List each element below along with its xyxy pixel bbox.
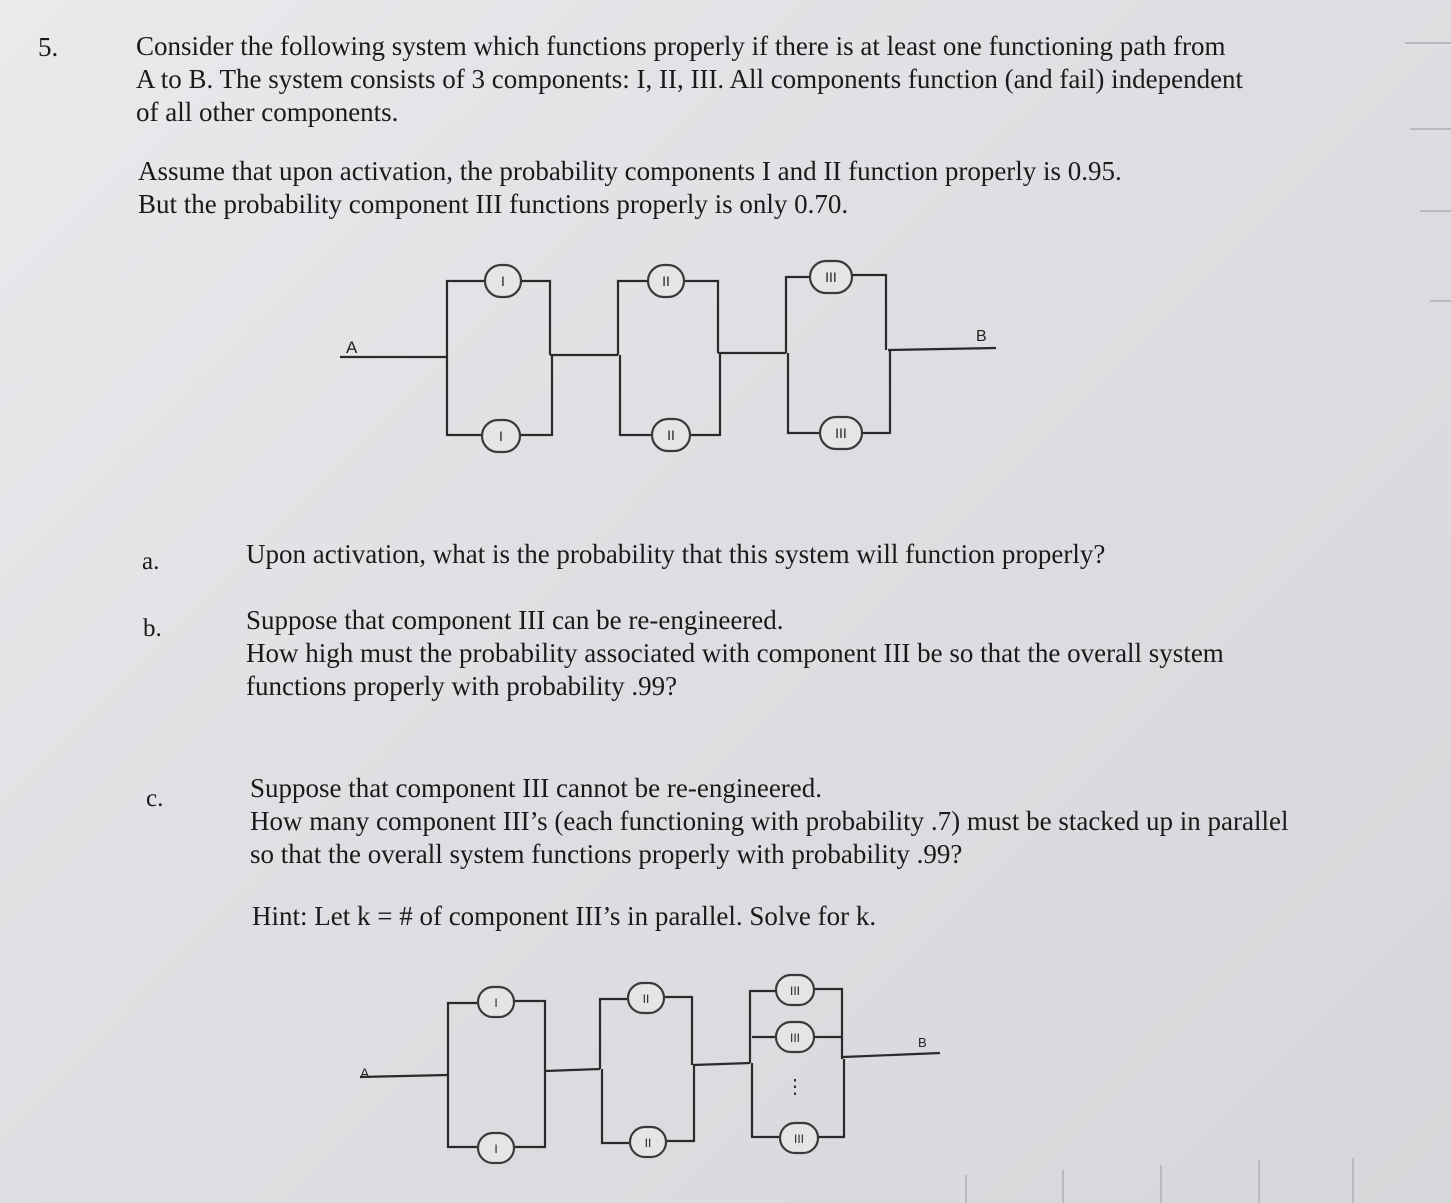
page-edge-line <box>1420 210 1451 212</box>
question-c-text <box>250 772 1289 871</box>
intro-paragraph <box>136 30 1243 129</box>
question-b-line: Suppose that component III can be re-engineered. <box>246 605 784 635</box>
ellipsis-dots: ⋮ <box>785 1076 805 1098</box>
system-diagram-2 <box>340 965 980 1175</box>
node-b-label: B <box>976 328 987 345</box>
question-b-line: How high must the probability associated with component III be so that the overall system <box>246 638 1224 668</box>
component-label: II <box>644 1136 652 1150</box>
component-label: III <box>825 269 837 285</box>
assumption-paragraph <box>138 155 1122 221</box>
node-a-label: A <box>346 338 358 357</box>
component-label: I <box>501 273 505 289</box>
question-c-letter: c. <box>146 785 164 812</box>
system-diagram-1 <box>330 245 1050 475</box>
assumption-line: But the probability component III functions properly is only 0.70. <box>138 189 849 219</box>
question-c-line: How many component III’s (each functioning with probability .7) must be stacked up in parallel <box>250 806 1289 836</box>
component-label: III <box>789 1031 801 1045</box>
component-label: III <box>835 425 847 441</box>
intro-line: A to B. The system consists of 3 components: I, II, III. All components function (and fail) independent <box>136 64 1244 94</box>
assumption-line: Assume that upon activation, the probability components I and II function properly is 0.95. <box>138 156 1122 186</box>
page-edge-tick <box>1352 1158 1354 1203</box>
page-edge-tick <box>1258 1160 1260 1203</box>
page-edge-tick <box>1062 1170 1064 1203</box>
component-label: II <box>667 427 675 443</box>
intro-line: Consider the following system which functions properly if there is at least one functioning path from <box>136 31 1226 61</box>
page-edge-line <box>1430 300 1451 302</box>
question-a-text <box>246 538 1105 571</box>
question-b-line: functions properly with probability .99? <box>246 671 678 701</box>
hint-text: Hint: Let k = # of component III’s in parallel. Solve for k. <box>252 901 877 931</box>
question-a-line: Upon activation, what is the probability that this system will function properly? <box>246 539 1106 569</box>
question-c-line: so that the overall system functions properly with probability .99? <box>250 839 963 869</box>
question-c-line: Suppose that component III cannot be re-engineered. <box>250 773 823 803</box>
page-edge-tick <box>1160 1165 1162 1203</box>
component-label: I <box>494 1142 498 1156</box>
page-edge-line <box>1405 42 1451 44</box>
component-label: II <box>642 992 650 1006</box>
question-b-letter: b. <box>143 615 162 642</box>
component-label: I <box>499 428 503 444</box>
question-a-letter: a. <box>142 548 160 575</box>
problem-number: 5. <box>38 32 59 62</box>
node-b-label: B <box>918 1035 927 1050</box>
component-label: II <box>662 273 670 289</box>
component-label: I <box>494 996 498 1010</box>
page-edge-tick <box>965 1175 967 1203</box>
component-label: III <box>789 984 801 998</box>
node-a-label: A <box>360 1065 370 1081</box>
page-edge-line <box>1410 128 1451 130</box>
component-label: III <box>793 1132 805 1146</box>
intro-line: of all other components. <box>136 97 399 127</box>
question-b-text <box>246 604 1224 703</box>
